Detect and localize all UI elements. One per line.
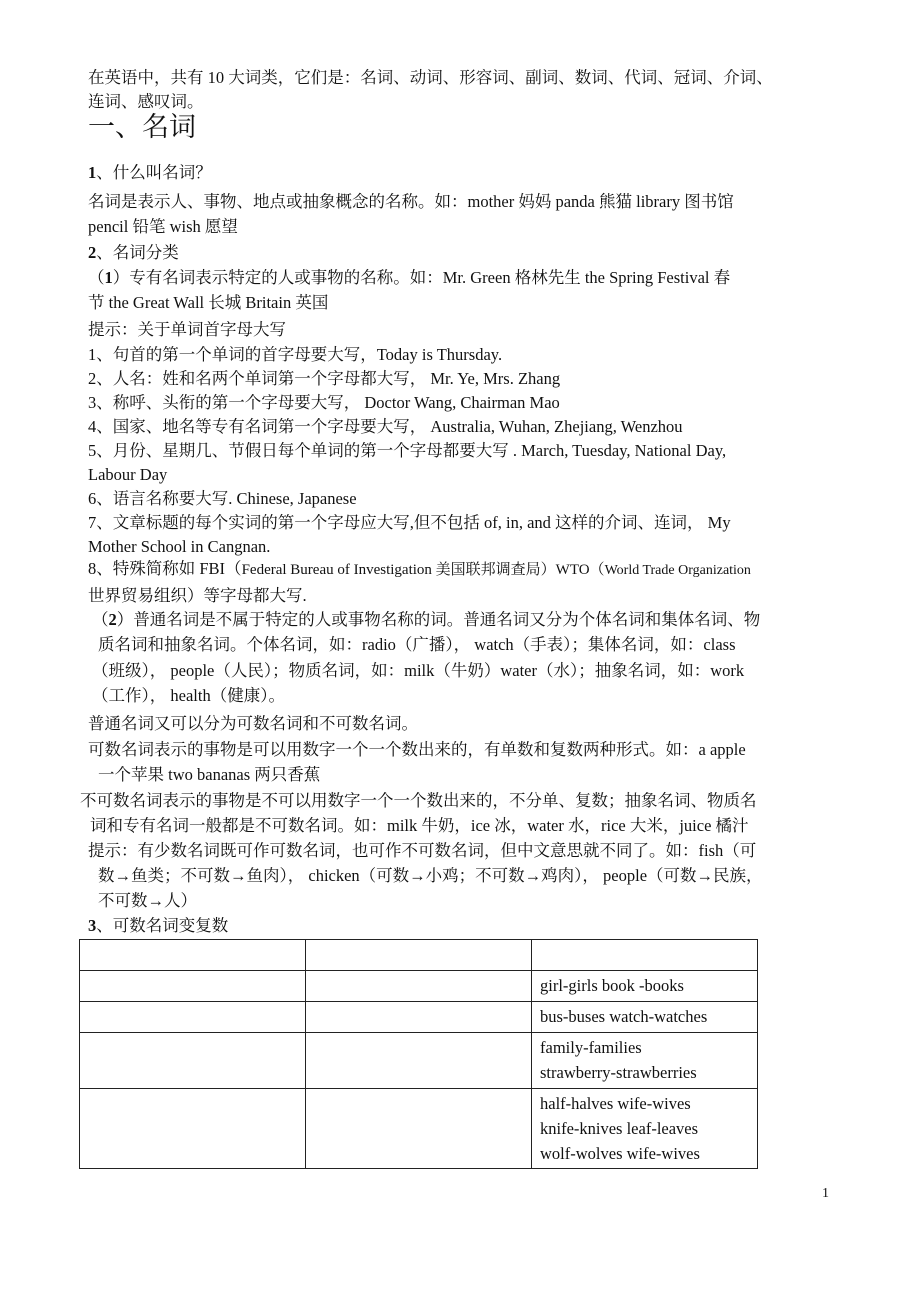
rule-4: 4、国家、地名等专有名词第一个字母要大写， Australia, Wuhan, Zhejiang, Wenzhou	[88, 417, 683, 436]
definition-line-1: 名词是表示人、事物、地点或抽象概念的名称。如：mother 妈妈 panda 熊猫 library 图书馆	[88, 192, 734, 211]
table-row	[80, 1002, 758, 1033]
table-cell: family-families strawberry-strawberries	[532, 1033, 758, 1089]
page-number: 1	[822, 1186, 829, 1201]
rule-8-cont: 世界贸易组织）等字母都大写.	[88, 586, 307, 605]
common-noun-line-4: （工作）， health（健康）。	[92, 686, 285, 705]
common-number: 2	[108, 610, 117, 629]
definition-line-2: pencil 铅笔 wish 愿望	[88, 217, 238, 236]
countable-line-2: 一个苹果 two bananas 两只香蕉	[98, 765, 321, 784]
table-cell	[80, 971, 306, 1002]
common-text-1: ）普通名词是不属于特定的人或事物名称的词。普通名词又分为个体名词和集体名词、物	[116, 610, 761, 629]
uncountable-line-2: 词和专有名词一般都是不可数名词。如：milk 牛奶，ice 冰，water 水，rice 大米，juice 橘汁	[90, 816, 749, 835]
rule-5-cont: Labour Day	[88, 465, 168, 484]
question-2-text: 、名词分类	[96, 243, 179, 262]
question-1	[88, 161, 212, 185]
question-3	[88, 914, 228, 938]
table-row	[80, 1089, 758, 1169]
tip2-line-1: 提示：有少数名词既可作可数名词，也可作不可数名词，但中文意思就不同了。如：fish（可	[88, 841, 757, 860]
question-1-number: 1	[88, 163, 97, 182]
common-noun-line-3: （班级）， people（人民）；物质名词，如：milk（牛奶）water（水）；抽象名词，如：work	[92, 661, 745, 680]
table-cell	[306, 940, 532, 971]
table-cell	[306, 1033, 532, 1089]
table-cell	[306, 1089, 532, 1169]
table-cell	[306, 971, 532, 1002]
question-3-number: 3	[88, 916, 97, 935]
rule-3: 3、称呼、头衔的第一个字母要大写， Doctor Wang, Chairman Mao	[88, 393, 560, 412]
tip-title: 提示：关于单词首字母大写	[88, 320, 286, 339]
rule-8-pre: 8、特殊简称如 FBI（	[88, 559, 242, 578]
tip2-line-2: 数→鱼类；不可数→鱼肉）， chicken（可数→小鸡；不可数→鸡肉）， people（可数→民族，	[98, 866, 763, 885]
proper-text: ）专有名词表示特定的人或事物的名称。如：Mr. Green 格林先生 the Spring Festival 春	[112, 268, 731, 287]
rule-1: 1、句首的第一个单词的首字母要大写，Today is Thursday.	[88, 345, 503, 364]
countable-line-1: 可数名词表示的事物是可以用数字一个一个数出来的，有单数和复数两种形式。如：a apple	[88, 740, 746, 759]
table-cell	[80, 1002, 306, 1033]
rule-7-cont: Mother School in Cangnan.	[88, 537, 271, 556]
table-cell	[80, 940, 306, 971]
question-3-text: 、可数名词变复数	[96, 916, 229, 935]
table-cell	[532, 940, 758, 971]
tip2-line-3: 不可数→人）	[98, 891, 197, 910]
common-noun-line-2: 质名词和抽象名词。个体名词，如：radio（广播）， watch（手表）；集体名词，如：class	[98, 635, 736, 654]
table-cell: girl-girls book -books	[532, 971, 758, 1002]
countable-intro: 普通名词又可以分为可数名词和不可数名词。	[88, 714, 418, 733]
proper-noun-line-1	[88, 266, 730, 290]
question-2-number: 2	[88, 243, 97, 262]
rule-2: 2、人名：姓和名两个单词第一个字母都大写， Mr. Ye, Mrs. Zhang	[88, 369, 561, 388]
intro-line-1: 在英语中，共有 10 大词类，它们是：名词、动词、形容词、副词、数词、代词、冠词、介词、	[88, 68, 773, 87]
table-cell	[306, 1002, 532, 1033]
uncountable-line-1: 不可数名词表示的事物是不可以用数字一个一个数出来的，不分单、复数；抽象名词、物质名	[80, 791, 757, 810]
table-cell	[80, 1033, 306, 1089]
table-row	[80, 940, 758, 971]
rule-8-post: World Trade Organization	[604, 563, 751, 578]
question-2	[88, 241, 179, 265]
table-cell: half-halves wife-wives knife-knives leaf-leaves wolf-wolves wife-wives	[532, 1089, 758, 1169]
table-row	[80, 971, 758, 1002]
common-noun-line-1	[92, 608, 760, 632]
common-open-paren: （	[92, 610, 109, 629]
section-title: 一、名词	[88, 112, 196, 143]
proper-open-paren: （	[88, 268, 105, 287]
intro-line-2: 连词、感叹词。	[88, 92, 204, 111]
question-1-text: 、什么叫名词？	[96, 163, 212, 182]
table-cell: bus-buses watch-watches	[532, 1002, 758, 1033]
rule-5: 5、月份、星期几、节假日每个单词的第一个字母都要大写 . March, Tuesday, National Day,	[88, 441, 727, 460]
plural-rules-table	[79, 939, 758, 1169]
proper-number: 1	[104, 268, 113, 287]
rule-7: 7、文章标题的每个实词的第一个字母应大写,但不包括 of, in, and 这样的介词、连词， My	[88, 513, 731, 532]
proper-noun-line-2: 节 the Great Wall 长城 Britain 英国	[88, 293, 329, 312]
rule-6: 6、语言名称要大写. Chinese, Japanese	[88, 489, 357, 508]
rule-8	[88, 557, 751, 583]
table-row	[80, 1033, 758, 1089]
table-cell	[80, 1089, 306, 1169]
rule-8-mid: Federal Bureau of Investigation 美国联邦调查局）WTO（	[241, 562, 605, 578]
